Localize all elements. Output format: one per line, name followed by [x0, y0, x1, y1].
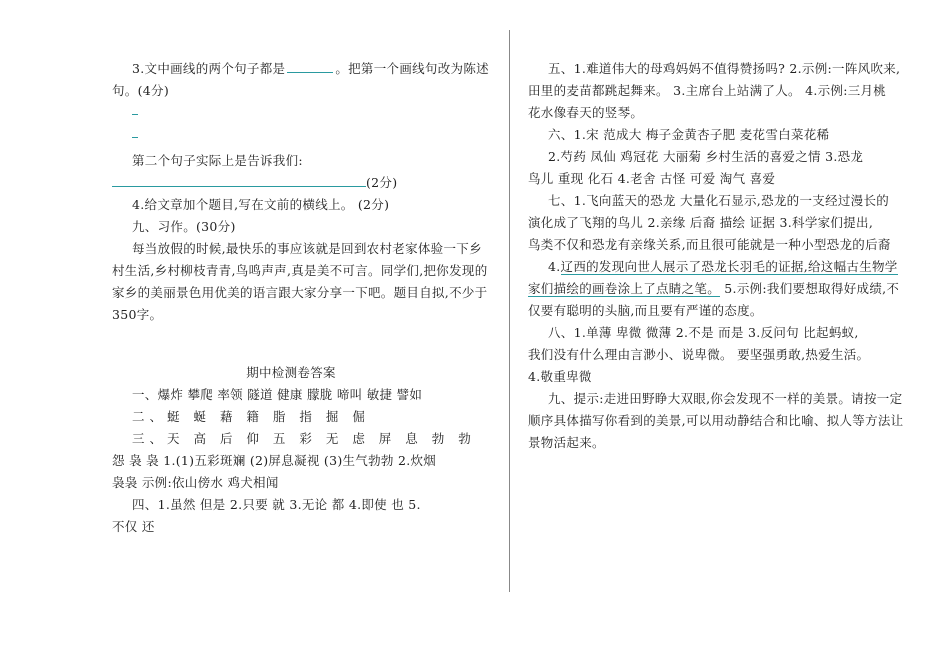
- essay-line: 村生活,乡村柳枝青青,鸟鸣声声,真是美不可言。同学们,把你发现的: [112, 263, 488, 278]
- answer-line: 我们没有什么理由言渺小、说卑微。 要坚强勇敢,热爱生活。: [528, 347, 870, 362]
- answer-line: 顺序具体描写你看到的美景,可以用动静结合和比喻、拟人等方法让: [528, 413, 904, 428]
- column-divider: [509, 30, 510, 592]
- question-3-text-b: 。把第一个画线句改为陈述: [335, 61, 489, 76]
- answer-line: 九、提示:走进田野睁大双眼,你会发现不一样的美景。请按一定: [548, 391, 903, 406]
- answer-line: 花水像春天的竖琴。: [528, 105, 644, 120]
- answer-line: 三、天 高 后 仰 五 彩 无 虑 屏 息 勃 勃: [132, 431, 476, 446]
- answer-line-q4: [528, 256, 908, 278]
- answer-blank-short-2[interactable]: [132, 125, 138, 138]
- answers-title: 期中检测卷答案: [246, 365, 336, 380]
- section-9-title: 九、习作。(30分): [132, 219, 236, 234]
- answer-line: 4.敬重卑微: [528, 369, 592, 384]
- question-3-answer-line: [112, 172, 490, 194]
- answer-text: 5.示例:我们要想取得好成绩,不: [720, 281, 900, 296]
- underlined-answer: 辽西的发现向世人展示了恐龙长羽毛的证据,给这幅古生物学: [560, 259, 898, 274]
- answer-line: 四、1.虽然 但是 2.只要 就 3.无论 都 4.即使 也 5.: [132, 497, 421, 512]
- left-column: [112, 58, 490, 538]
- right-column: [528, 58, 908, 454]
- question-3-score: (2分): [366, 175, 398, 190]
- answer-line: 不仅 还: [112, 519, 155, 534]
- answer-line: 2.芍药 凤仙 鸡冠花 大丽菊 乡村生活的喜爱之情 3.恐龙: [548, 149, 864, 164]
- answer-line: 景物活起来。: [528, 435, 605, 450]
- essay-line: 家乡的美丽景色用优美的语言跟大家分享一下吧。题目自拟,不少于: [112, 285, 488, 300]
- q4-prefix: 4.: [548, 259, 561, 274]
- answer-line: 袅袅 示例:依山傍水 鸡犬相闻: [112, 475, 279, 490]
- question-3-second: 第二个句子实际上是告诉我们:: [132, 153, 303, 168]
- answer-line: 六、1.宋 范成大 梅子金黄杏子肥 麦花雪白菜花稀: [548, 127, 830, 142]
- answer-line: 八、1.单薄 卑微 微薄 2.不是 而是 3.反问句 比起蚂蚁,: [548, 325, 859, 340]
- answer-line: 田里的麦苗都跳起舞来。 3.主席台上站满了人。 4.示例:三月桃: [528, 83, 887, 98]
- question-3: [112, 58, 490, 80]
- essay-line: 350字。: [112, 307, 163, 322]
- answer-line: 五、1.难道伟大的母鸡妈妈不值得赞扬吗? 2.示例:一阵风吹来,: [548, 61, 901, 76]
- answer-line: 怨 袅 袅 1.(1)五彩斑斓 (2)屏息凝视 (3)生气勃勃 2.炊烟: [112, 453, 437, 468]
- answer-blank[interactable]: [287, 59, 333, 73]
- answer-line: 鸟儿 重现 化石 4.老舍 古怪 可爱 淘气 喜爱: [528, 171, 776, 186]
- answer-line: 二、蜓 蜒 藉 籍 脂 指 掘 倔: [132, 409, 370, 424]
- question-3-line2: 句。(4分): [112, 83, 170, 98]
- question-3-text-a: 3.文中画线的两个句子都是: [132, 61, 286, 76]
- answer-line: [528, 278, 908, 300]
- answer-line: 七、1.飞向蓝天的恐龙 大量化石显示,恐龙的一支经过漫长的: [548, 193, 890, 208]
- answer-line: 演化成了飞翔的鸟儿 2.亲缘 后裔 描绘 证据 3.科学家们提出,: [528, 215, 874, 230]
- answer-line: 仅要有聪明的头脑,而且要有严谨的态度。: [528, 303, 763, 318]
- essay-line: 每当放假的时候,最快乐的事应该就是回到农村老家体验一下乡: [132, 241, 482, 256]
- answer-blank-long[interactable]: [112, 173, 366, 187]
- question-4: 4.给文章加个题目,写在文前的横线上。 (2分): [132, 197, 390, 212]
- answer-blank-short-1[interactable]: [132, 102, 138, 115]
- answer-line: 鸟类不仅和恐龙有亲缘关系,而且很可能就是一种小型恐龙的后裔: [528, 237, 891, 252]
- underlined-answer: 家们描绘的画卷涂上了点睛之笔。: [528, 281, 721, 296]
- answer-line: 一、爆炸 攀爬 率领 隧道 健康 朦胧 啼叫 敏捷 譬如: [132, 387, 423, 402]
